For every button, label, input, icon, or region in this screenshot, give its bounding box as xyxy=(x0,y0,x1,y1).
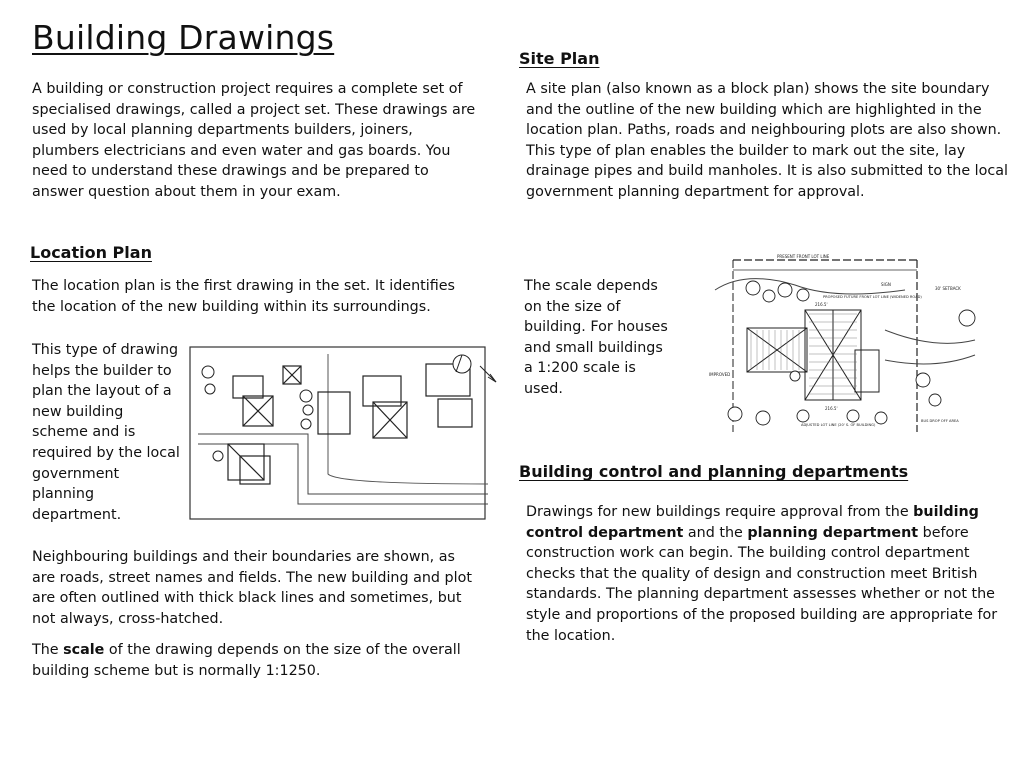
label-setback: 30' SETBACK xyxy=(935,286,961,291)
label-front-lot-line: PRESENT FRONT LOT LINE xyxy=(777,254,830,259)
bc-text-end: before construction work can begin. The building control department checks that the quality of design and construction meet British standards. The planning department assesses whether or not the style and proportions of the proposed building are appropriate for the location. xyxy=(526,524,998,644)
bc-text-mid: and the xyxy=(683,524,748,541)
location-plan-para1: The location plan is the first drawing in the set. It identifies the location of the new building within its surroundings. xyxy=(32,278,455,315)
site-plan-figure xyxy=(705,250,981,440)
site-plan-heading: Site Plan xyxy=(519,49,600,68)
bc-bold-building-control: building control department xyxy=(526,504,979,541)
label-improved: IMPROVED xyxy=(709,372,731,377)
site-plan-scale-note: The scale depends on the size of building. For houses and small buildings a 1:200 scale is used. xyxy=(524,278,668,397)
location-plan-figure xyxy=(188,344,498,522)
site-plan-para1: A site plan (also known as a block plan) shows the site boundary and the outline of the new building which are highlighted in the location plan. Paths, roads and neighbouring plots are also shown. This type of plan enables the builder to mark out the site, lay drainage pipes and build manholes. It is also submitted to the local government planning department for approval. xyxy=(526,81,1008,200)
building-control-paragraph xyxy=(526,502,1014,646)
location-plan-para4 xyxy=(32,640,472,681)
scale-bold: scale xyxy=(63,642,105,658)
label-sign: SIGN xyxy=(881,282,891,287)
location-plan-para2: This type of drawing helps the builder to plan the layout of a new building scheme and is required by the local government planning department. xyxy=(32,342,180,523)
label-proposed-front: PROPOSED FUTURE FRONT LOT LINE (WIDENED ROAD) xyxy=(823,295,922,299)
page-title: Building Drawings xyxy=(32,18,335,57)
location-plan-heading: Location Plan xyxy=(30,243,152,262)
label-adjusted-lot: ADJUSTED LOT LINE (20' S. OF BUILDING) xyxy=(801,423,876,427)
bc-text-start: Drawings for new buildings require approval from the xyxy=(526,504,914,520)
scale-text-after: of the drawing depends on the size of the overall building scheme but is normally 1:1250. xyxy=(32,642,461,679)
intro-paragraph: A building or construction project requires a complete set of specialised drawings, called a project set. These drawings are used by local planning departments builders, joiners, plumbers electricians and even water and gas boards. You need to understand these drawings and be prepared to answer question about them in your exam. xyxy=(32,81,476,200)
label-dim-top: 216.5' xyxy=(815,302,828,307)
building-control-heading: Building control and planning departments xyxy=(519,462,909,481)
bc-bold-planning: planning department xyxy=(747,524,919,541)
label-dim-bottom: 216.5' xyxy=(825,406,838,411)
scale-text-before: The xyxy=(32,642,64,658)
location-plan-para3: Neighbouring buildings and their boundaries are shown, as are roads, street names and fields. The new building and plot are often outlined with thick black lines and sometimes, but not always, cross-hatched. xyxy=(32,549,472,627)
label-bus-drop: BUS DROP OFF AREA xyxy=(921,419,959,423)
